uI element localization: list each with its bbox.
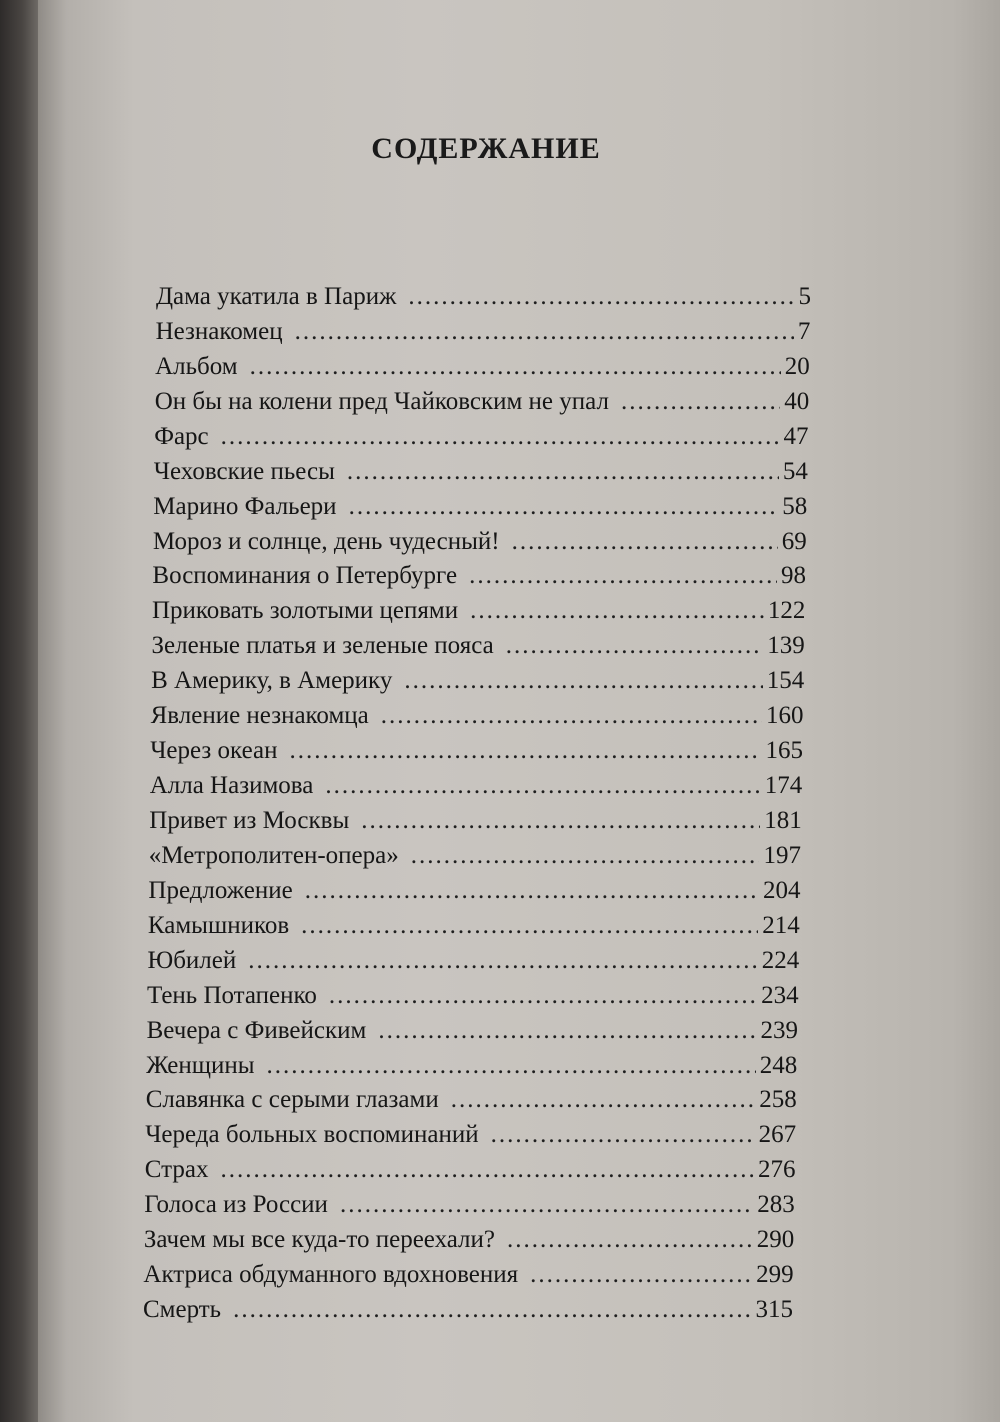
toc-entry [154,423,808,457]
toc-entry-page: 224 [761,946,800,974]
toc-entry-title: Алла Назимова [149,772,314,799]
toc-entry-page: 197 [763,841,801,869]
toc-entry [144,1226,794,1260]
toc-leader-dots [221,423,780,451]
toc-leader-dots [507,1226,753,1254]
toc-entry-page: 165 [765,737,803,765]
toc-entry [148,912,800,946]
toc-leader-dots [469,562,777,590]
toc-entry [147,982,799,1016]
toc-entry-title: Он бы на колени пред Чайковским не упал [154,387,609,415]
toc-entry-title: Предложение [148,876,293,904]
toc-entry [146,1052,797,1086]
toc-entry [146,1086,797,1120]
toc-entry-page: 160 [765,702,804,730]
toc-entry-page: 234 [761,981,799,1009]
toc-entry [144,1191,795,1225]
toc-entry [150,737,803,771]
toc-entry [148,877,800,911]
toc-entry-title: Воспоминания о Петербурге [152,562,458,590]
toc-leader-dots [305,877,759,905]
toc-entry-title: Чеховские пьесы [153,457,335,485]
toc-leader-dots [220,1156,754,1184]
toc-leader-dots [233,1296,751,1324]
toc-leader-dots [470,597,764,625]
toc-entry-title: Зачем мы все куда-то переехали? [143,1226,496,1254]
toc-leader-dots [248,947,757,975]
toc-entry-page: 69 [781,527,807,555]
toc-entry-page: 315 [755,1296,793,1323]
toc-entry [152,632,805,666]
toc-leader-dots [621,388,780,416]
toc-entry-title: Камышников [147,911,290,939]
toc-leader-dots [349,493,779,521]
toc-entry-page: 122 [767,597,806,625]
toc-entry [152,597,805,631]
toc-leader-dots [361,807,760,835]
toc-entry [156,283,811,317]
toc-entry [155,388,810,422]
toc-entry-page: 181 [764,807,802,834]
toc-entry [156,318,811,352]
toc-entry-title: Зеленые платья и зеленые пояса [151,632,494,660]
toc-leader-dots [329,982,757,1010]
toc-entry-title: Голоса из России [144,1191,328,1219]
toc-entry-title: Явление незнакомца [150,702,369,730]
toc-entry-page: 248 [759,1051,798,1079]
toc-entry-page: 214 [762,911,800,939]
toc-entry-title: Привет из Москвы [149,807,350,834]
toc-entry-title: Приковать золотыми цепями [152,597,459,625]
page-title: СОДЕРЖАНИЕ [371,132,601,165]
toc-leader-dots [381,702,762,730]
toc-entry [155,353,810,387]
toc-entry-title: Череда больных воспоминаний [145,1121,479,1149]
toc-entry-title: Альбом [155,352,238,380]
toc-entry [152,562,806,596]
toc-entry-page: 276 [757,1156,796,1184]
toc-entry-page: 290 [756,1226,795,1254]
toc-entry-page: 20 [784,352,810,380]
toc-entry-title: Женщины [146,1051,255,1079]
toc-entry [151,702,804,736]
toc-leader-dots [267,1052,756,1080]
toc-entry [154,458,808,492]
toc-entry-page: 47 [783,422,809,450]
toc-entry-page: 40 [784,387,810,415]
toc-entry-page: 204 [762,876,801,904]
toc-entry-title: Юбилей [147,946,237,974]
toc-entry-title: «Метрополитен-опера» [148,841,399,869]
toc-entry-page: 7 [797,317,811,345]
toc-entry-page: 154 [766,667,805,695]
toc-entry [143,1261,793,1295]
toc-leader-dots [378,1017,756,1045]
toc-entry-title: Страх [144,1156,209,1184]
toc-entry-title: Славянка с серыми глазами [145,1086,439,1114]
toc-entry [153,493,807,527]
toc-entry-title: Через океан [150,737,278,765]
toc-entry [145,1121,796,1155]
toc-entry-title: Актриса обдуманного вдохновения [143,1261,519,1289]
toc-entry-page: 299 [756,1261,794,1289]
toc-leader-dots [347,458,779,486]
toc-leader-dots [491,1121,755,1149]
toc-entry [150,772,803,806]
toc-leader-dots [301,912,758,940]
toc-leader-dots [250,353,781,381]
toc-entry-title: Незнакомец [155,317,283,345]
toc-entry-page: 139 [767,632,805,660]
toc-entry [148,947,800,981]
toc-leader-dots [512,528,778,556]
toc-leader-dots [408,283,794,311]
toc-entry-page: 283 [757,1191,795,1219]
toc-leader-dots [506,632,764,660]
toc-entry [153,528,807,562]
toc-entry-title: Тень Потапенко [147,981,317,1009]
toc-entry-page: 267 [758,1121,797,1149]
toc-leader-dots [451,1086,755,1114]
toc-entry-title: Мороз и солнце, день чудесный! [152,527,500,555]
toc-entry-title: Смерть [143,1296,222,1323]
toc-entry-title: В Америку, в Америку [151,667,393,695]
toc-leader-dots [325,772,760,800]
toc-entry [149,807,801,841]
toc-leader-dots [530,1261,752,1289]
toc-entry [151,667,804,701]
toc-entry [145,1156,796,1190]
toc-entry [143,1296,793,1330]
toc-leader-dots [289,737,761,765]
toc-entry-page: 258 [759,1086,797,1114]
toc-entry [149,842,801,876]
toc-entry-title: Дама укатила в Париж [156,283,397,310]
toc-entry-page: 174 [764,772,803,799]
toc-leader-dots [340,1191,753,1219]
toc-entry-title: Вечера с Фивейским [146,1016,367,1044]
toc-entry [147,1017,798,1051]
toc-entry-page: 98 [780,562,806,590]
toc-entry-title: Фарс [154,422,209,450]
toc-entry-title: Марино Фальери [153,492,337,520]
toc-entry-page: 54 [782,457,808,485]
toc-entry-page: 239 [760,1016,798,1044]
toc-entry-page: 5 [798,283,811,310]
toc-leader-dots [404,667,762,695]
toc-entry-page: 58 [782,492,808,520]
toc-leader-dots [295,318,794,346]
toc-leader-dots [411,842,760,870]
